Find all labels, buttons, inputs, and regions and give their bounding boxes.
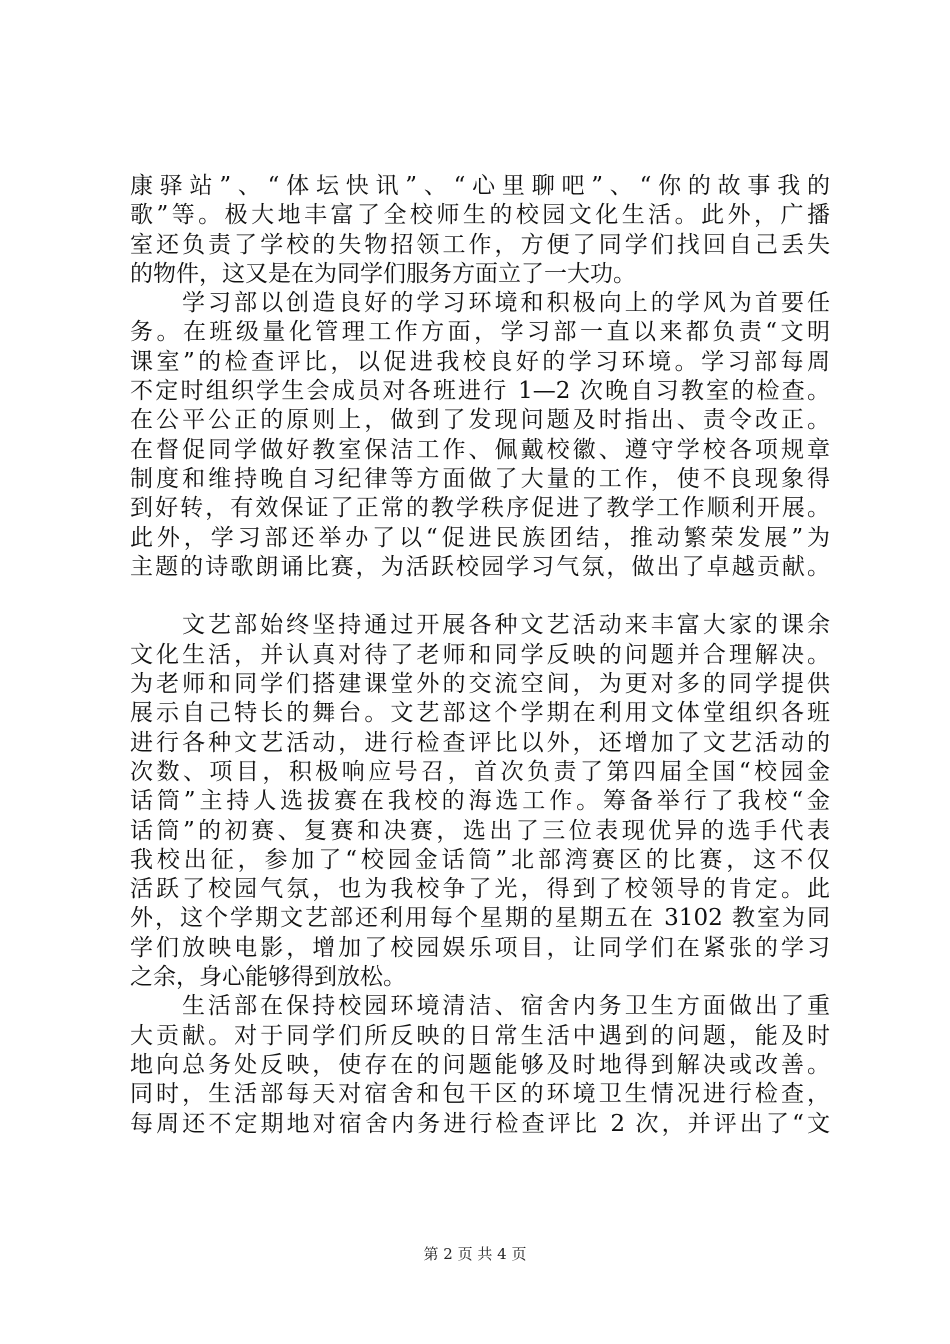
- text-line: 学习部以创造良好的学习环境和积极向上的学风为首要任: [182, 290, 830, 317]
- text-line: 文艺部始终坚持通过开展各种文艺活动来丰富大家的课余: [182, 612, 830, 639]
- text-line: 制度和维持晚自习纪律等方面做了大量的工作，使不良现象得: [130, 465, 830, 492]
- document-body: [130, 172, 830, 1139]
- text-line: 每周还不定期地对宿舍内务进行检查评比 2 次，并评出了“文: [130, 1110, 830, 1137]
- text-line: 歌”等。极大地丰富了全校师生的校园文化生活。此外，广播: [130, 202, 830, 229]
- text-line: 康驿站”、“体坛快讯”、“心里聊吧”、“你的故事我的: [130, 173, 830, 199]
- paragraph-gap: [130, 582, 830, 611]
- text-line: 外，这个学期文艺部还利用每个星期的星期五在 3102 教室为同: [130, 905, 830, 932]
- text-line: 次数、项目，积极响应号召，首次负责了第四届全国“校园金: [130, 758, 830, 785]
- text-line: 务。在班级量化管理工作方面，学习部一直以来都负责“文明: [130, 319, 830, 346]
- text-line: 课室”的检查评比，以促进我校良好的学习环境。学习部每周: [130, 348, 830, 375]
- text-line: 主题的诗歌朗诵比赛，为活跃校园学习气氛，做出了卓越贡献。: [130, 553, 830, 580]
- text-line: 生活部在保持校园环境清洁、宿舍内务卫生方面做出了重: [182, 993, 830, 1020]
- text-line: 为老师和同学们搭建课堂外的交流空间，为更对多的同学提供: [130, 671, 830, 698]
- text-line: 展示自己特长的舞台。文艺部这个学期在利用文体堂组织各班: [130, 700, 830, 727]
- text-line: 不定时组织学生会成员对各班进行 1—2 次晚自习教室的检查。: [130, 378, 830, 405]
- text-line: 室还负责了学校的失物招领工作，方便了同学们找回自己丢失: [130, 231, 830, 258]
- text-line: 在公平公正的原则上，做到了发现问题及时指出、责令改正。: [130, 407, 830, 434]
- text-line: 此外，学习部还举办了以“促进民族团结，推动繁荣发展”为: [130, 524, 830, 551]
- text-line: 大贡献。对于同学们所反映的日常生活中遇到的问题，能及时: [130, 1022, 830, 1049]
- page-footer: [0, 1244, 950, 1264]
- text-line: 进行各种文艺活动，进行检查评比以外，还增加了文艺活动的: [130, 729, 830, 756]
- text-line: 的物件，这又是在为同学们服务方面立了一大功。: [130, 260, 636, 287]
- text-line: 话筒”主持人选拔赛在我校的海选工作。筹备举行了我校“金: [130, 788, 830, 815]
- text-line: 同时，生活部每天对宿舍和包干区的环境卫生情况进行检查，: [130, 1081, 830, 1108]
- text-line: 到好转，有效保证了正常的教学秩序促进了教学工作顺利开展。: [130, 495, 830, 522]
- text-line: 之余，身心能够得到放松。: [130, 964, 406, 991]
- page-number-label: 第 2 页 共 4 页: [423, 1245, 527, 1263]
- text-line: 学们放映电影，增加了校园娱乐项目，让同学们在紧张的学习: [130, 934, 830, 961]
- text-line: 文化生活，并认真对待了老师和同学反映的问题并合理解决。: [130, 641, 830, 668]
- text-line: 我校出征，参加了“校园金话筒”北部湾赛区的比赛，这不仅: [130, 846, 830, 873]
- text-line: 地向总务处反映，使存在的问题能够及时地得到解决或改善。: [130, 1051, 830, 1078]
- text-line: 活跃了校园气氛，也为我校争了光，得到了校领导的肯定。此: [130, 876, 830, 903]
- text-line: 话筒”的初赛、复赛和决赛，选出了三位表现优异的选手代表: [130, 817, 830, 844]
- text-line: 在督促同学做好教室保洁工作、佩戴校徽、遵守学校各项规章: [130, 436, 830, 463]
